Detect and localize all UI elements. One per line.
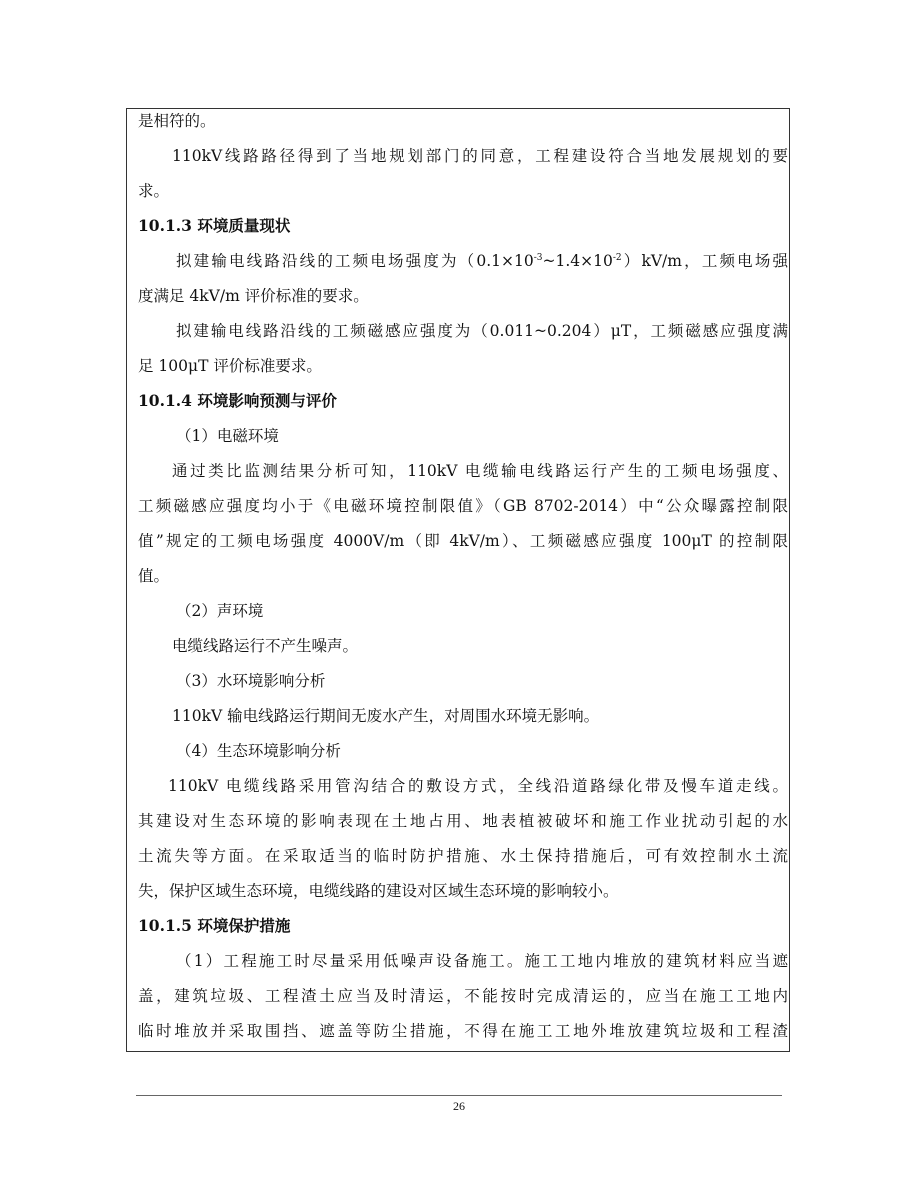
section-heading: 10.1.5 环境保护措施 <box>138 916 291 935</box>
text-line: 临时堆放并采取围挡、遮盖等防尘措施，不得在施工工地外堆放建筑垃圾和工程渣 <box>138 1022 788 1040</box>
text-fragment: ~1.4×10 <box>542 252 613 270</box>
text-line: 是相符的。 <box>138 112 216 130</box>
list-heading: （1）电磁环境 <box>176 427 279 445</box>
list-heading: （4）生态环境影响分析 <box>176 742 341 760</box>
superscript: -2 <box>612 253 622 263</box>
superscript: -3 <box>533 253 543 263</box>
page-number: 26 <box>453 1099 465 1113</box>
section-heading: 10.1.4 环境影响预测与评价 <box>138 391 337 410</box>
text-line: 度满足 4kV/m 评价标准的要求。 <box>138 287 369 305</box>
footer-divider <box>136 1095 782 1096</box>
text-line: 110kV 输电线路运行期间无废水产生，对周围水环境无影响。 <box>172 707 600 725</box>
text-line: 工频磁感应强度均小于《电磁环境控制限值》（GB 8702-2014）中“公众曝露控制限 <box>138 497 788 515</box>
text-line: 失，保护区域生态环境，电缆线路的建设对区域生态环境的影响较小。 <box>138 882 619 900</box>
text-line: 通过类比监测结果分析可知，110kV 电缆输电线路运行产生的工频电场强度、 <box>172 462 788 480</box>
text-line: 拟建输电线路沿线的工频磁感应强度为（0.011~0.204）μT，工频磁感应强度满 <box>176 322 788 340</box>
text-line: 盖，建筑垃圾、工程渣土应当及时清运，不能按时完成清运的，应当在施工工地内 <box>138 987 788 1005</box>
text-line: 值。 <box>138 567 170 585</box>
list-heading: （2）声环境 <box>176 602 264 620</box>
text-fragment: ）kV/m，工频电场强 <box>621 252 788 270</box>
text-line: 110kV线路路径得到了当地规划部门的同意，工程建设符合当地发展规划的要 <box>172 147 788 165</box>
text-line: 求。 <box>138 182 170 200</box>
text-line: 电缆线路运行不产生噪声。 <box>172 637 359 655</box>
text-line: 足 100μT 评价标准要求。 <box>138 357 322 375</box>
section-heading: 10.1.3 环境质量现状 <box>138 216 291 235</box>
text-line: （1）工程施工时尽量采用低噪声设备施工。施工工地内堆放的建筑材料应当遮 <box>176 952 788 970</box>
text-line: 值”规定的工频电场强度 4000V/m（即 4kV/m）、工频磁感应强度 100μT 的控制限 <box>138 532 788 550</box>
list-heading: （3）水环境影响分析 <box>176 672 326 690</box>
text-line: 土流失等方面。在采取适当的临时防护措施、水土保持措施后，可有效控制水土流 <box>138 847 788 865</box>
text-line: 110kV 电缆线路采用管沟结合的敷设方式，全线沿道路绿化带及慢车道走线。 <box>168 777 788 795</box>
text-fragment: 拟建输电线路沿线的工频电场强度为（0.1×10 <box>176 252 534 270</box>
text-line: 其建设对生态环境的影响表现在土地占用、地表植被破坏和施工作业扰动引起的水 <box>138 812 788 830</box>
text-line <box>176 251 788 271</box>
